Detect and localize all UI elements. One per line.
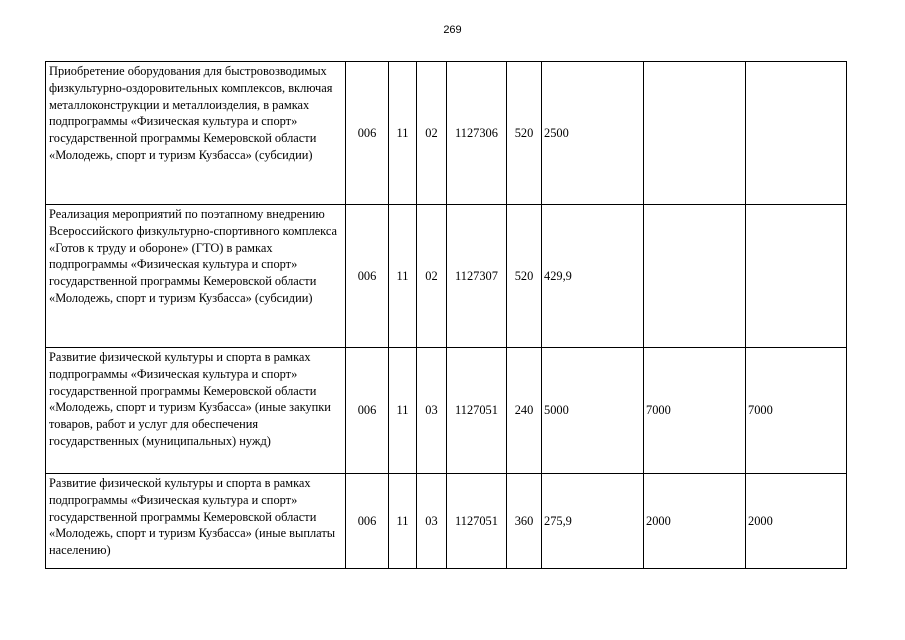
amount-year-3: 2000 [746,474,847,569]
ministry-code: 006 [346,348,389,474]
ministry-code: 006 [346,474,389,569]
budget-table [45,61,847,569]
row-description: Развитие физической культуры и спорта в рамках подпрограммы «Физическая культура и спорт» государственной программы Кемеровской области «Молодежь, спорт и туризм Кузбасса» (иные закупки товаров, работ и услуг для обеспечения государственных (муниципальных) нужд) [46,348,346,474]
amount-year-3 [746,62,847,205]
expense-type-code: 240 [507,348,542,474]
target-article-code: 1127051 [447,474,507,569]
amount-year-2 [644,62,746,205]
expense-type-code: 520 [507,205,542,348]
row-description: Развитие физической культуры и спорта в рамках подпрограммы «Физическая культура и спорт» государственной программы Кемеровской области «Молодежь, спорт и туризм Кузбасса» (иные выплаты населению) [46,474,346,569]
ministry-code: 006 [346,205,389,348]
amount-year-2: 2000 [644,474,746,569]
subsection-code: 03 [417,474,447,569]
expense-type-code: 360 [507,474,542,569]
ministry-code: 006 [346,62,389,205]
row-description: Реализация мероприятий по поэтапному внедрению Всероссийского физкультурно-спортивного комплекса «Готов к труду и обороне» (ГТО) в рамках подпрограммы «Физическая культура и спорт» государственной программы Кемеровской области «Молодежь, спорт и туризм Кузбасса» (субсидии) [46,205,346,348]
target-article-code: 1127051 [447,348,507,474]
section-code: 11 [389,62,417,205]
table-row [46,348,847,474]
subsection-code: 03 [417,348,447,474]
amount-year-1: 5000 [542,348,644,474]
page-number: 269 [443,24,462,36]
amount-year-2: 7000 [644,348,746,474]
target-article-code: 1127306 [447,62,507,205]
section-code: 11 [389,348,417,474]
table-row [46,205,847,348]
amount-year-1: 275,9 [542,474,644,569]
subsection-code: 02 [417,62,447,205]
expense-type-code: 520 [507,62,542,205]
amount-year-3: 7000 [746,348,847,474]
section-code: 11 [389,205,417,348]
amount-year-3 [746,205,847,348]
amount-year-2 [644,205,746,348]
section-code: 11 [389,474,417,569]
subsection-code: 02 [417,205,447,348]
table-row [46,62,847,205]
amount-year-1: 2500 [542,62,644,205]
amount-year-1: 429,9 [542,205,644,348]
table-row [46,474,847,569]
row-description: Приобретение оборудования для быстровозводимых физкультурно-оздоровительных комплексов, включая металлоконструкции и металлоизделия, в рамках подпрограммы «Физическая культура и спорт» государственной программы Кемеровской области «Молодежь, спорт и туризм Кузбасса» (субсидии) [46,62,346,205]
target-article-code: 1127307 [447,205,507,348]
